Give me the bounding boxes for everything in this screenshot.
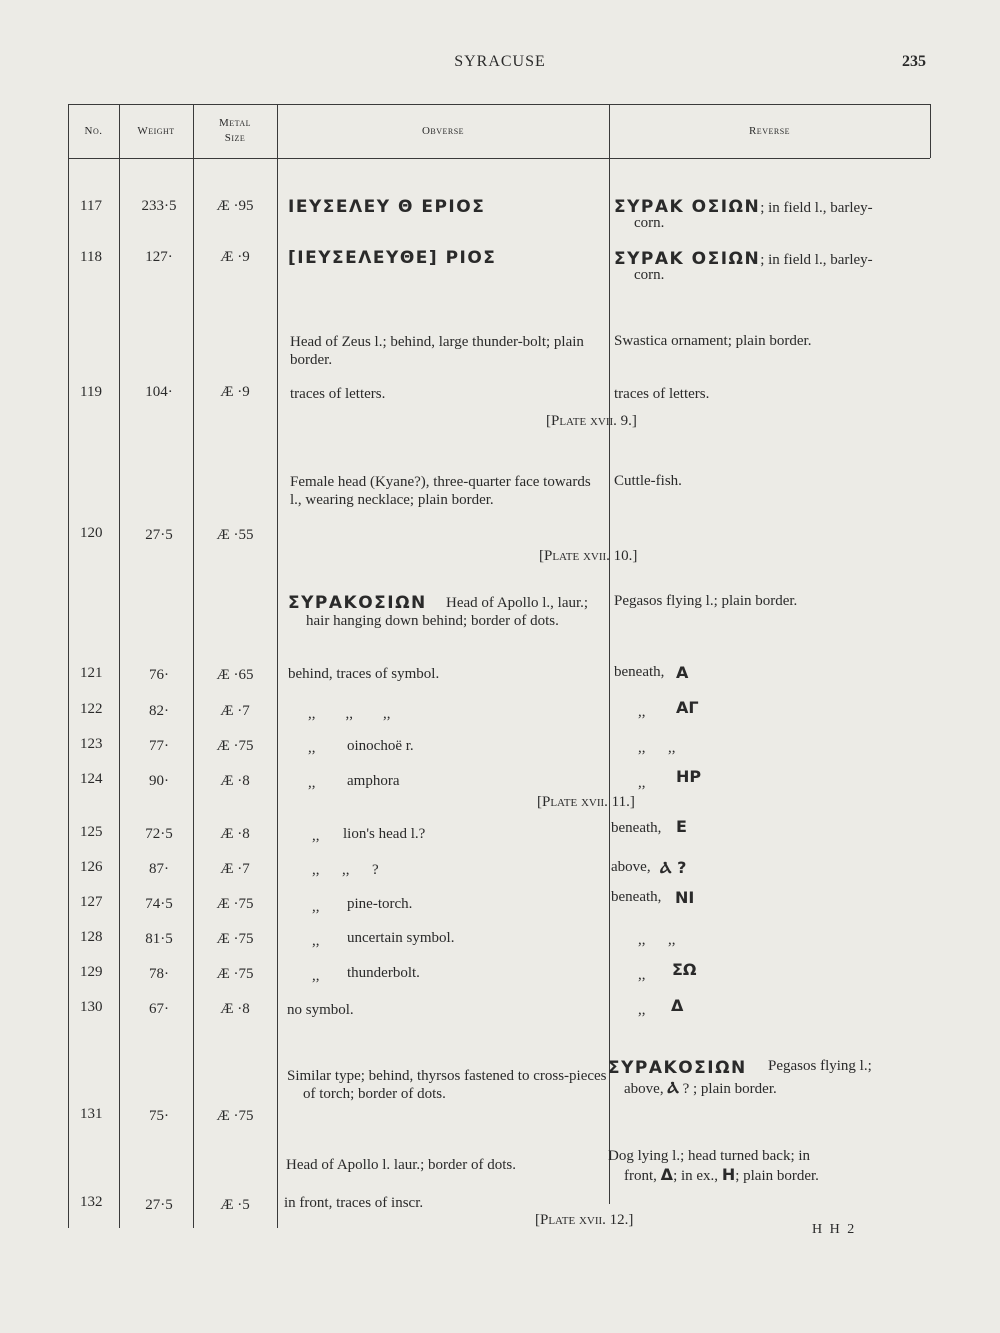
row-118-metal: Æ ·9 bbox=[220, 249, 250, 265]
col-rule-1 bbox=[119, 104, 120, 1228]
row-126-reverse: above, bbox=[611, 859, 651, 875]
apollo-legend: ΣΥΡΑΚΟΣΙΩΝ bbox=[288, 593, 427, 613]
row-131-metal: Æ ·75 bbox=[216, 1108, 254, 1124]
row-120-no: 120 bbox=[80, 525, 103, 541]
row-118-no: 118 bbox=[80, 249, 102, 265]
row-127-symbol: ΝΙ bbox=[675, 888, 695, 907]
row-132-no: 132 bbox=[80, 1194, 103, 1210]
col-header-reverse: Reverse bbox=[748, 125, 791, 137]
dog-reverse-desc-a: Dog lying l.; head turned back; in bbox=[608, 1148, 811, 1164]
col-header-obverse: Obverse bbox=[421, 125, 465, 137]
row-121-symbol: Α bbox=[676, 663, 689, 682]
row-117-reverse-text: ; in field l., barley- bbox=[760, 200, 873, 216]
row-129-no: 129 bbox=[80, 964, 103, 980]
table-left-rule bbox=[68, 104, 69, 1228]
row-129-symbol: ΣΩ bbox=[672, 960, 697, 979]
row-122-reverse: ,, bbox=[638, 704, 646, 720]
row-127-metal: Æ ·75 bbox=[216, 896, 254, 912]
row-119-weight: 104· bbox=[145, 384, 173, 400]
row-127-reverse: beneath, bbox=[611, 889, 662, 905]
row-124-obverse-ditto: ,, bbox=[308, 775, 316, 791]
row-124-no: 124 bbox=[80, 771, 103, 787]
row-123-reverse: ,, ,, bbox=[638, 740, 676, 756]
row-129-obverse: thunderbolt. bbox=[347, 965, 420, 981]
thyrsos-reverse-desc-a: Pegasos flying l.; bbox=[768, 1058, 872, 1074]
thyrsos-reverse-desc-b bbox=[624, 1078, 777, 1098]
row-119-obverse: traces of letters. bbox=[290, 386, 386, 402]
row-118-weight: 127· bbox=[145, 249, 173, 265]
row-122-no: 122 bbox=[80, 701, 103, 717]
row-126-no: 126 bbox=[80, 859, 103, 875]
row-123-metal: Æ ·75 bbox=[216, 738, 254, 754]
row-119-no: 119 bbox=[80, 384, 102, 400]
row-117-no: 117 bbox=[80, 198, 102, 214]
dog-reverse-symbol-delta: Δ bbox=[660, 1165, 674, 1184]
row-132-obverse: in front, traces of inscr. bbox=[284, 1195, 424, 1211]
thyrsos-obverse-desc: Similar type; behind, thyrsos fastened to cross-pieces of torch; border of dots. bbox=[287, 1068, 607, 1102]
row-124-symbol: ΗΡ bbox=[676, 767, 702, 786]
kyane-obverse-desc: Female head (Kyane?), three-quarter face towards l., wearing necklace; plain border. bbox=[290, 474, 591, 508]
row-129-weight: 78· bbox=[149, 966, 169, 982]
row-118-reverse-text: ; in field l., barley- bbox=[760, 252, 873, 268]
row-119-metal: Æ ·9 bbox=[220, 384, 250, 400]
row-117-weight: 233·5 bbox=[141, 198, 177, 214]
kyane-reverse-desc: Cuttle-fish. bbox=[614, 473, 682, 489]
row-131-weight: 75· bbox=[149, 1108, 169, 1124]
row-124-metal: Æ ·8 bbox=[220, 773, 250, 789]
row-117-metal: Æ ·95 bbox=[216, 198, 254, 214]
row-120-metal: Æ ·55 bbox=[216, 527, 254, 543]
row-118-obverse: [ΙΕΥΣΕΛΕΥΘΕ] ΡΙΟΣ bbox=[288, 248, 497, 268]
col-rule-3 bbox=[277, 104, 278, 1228]
thyrsos-reverse-border: ? ; plain border. bbox=[682, 1081, 777, 1097]
plate-ref-11: [Plate xvii. 11.] bbox=[537, 794, 635, 810]
row-118-reverse-legend: ΣΥΡΑΚ ΟΣΙΩΝ bbox=[614, 249, 761, 269]
dog-reverse-border: ; plain border. bbox=[735, 1168, 819, 1184]
plate-ref-12: [Plate xvii. 12.] bbox=[535, 1212, 634, 1228]
row-132-metal: Æ ·5 bbox=[220, 1197, 250, 1213]
row-126-symbol: Ⲁ ? bbox=[660, 858, 687, 877]
row-130-obverse: no symbol. bbox=[287, 1002, 354, 1018]
row-117-reverse bbox=[614, 197, 873, 217]
row-117-reverse-cont: corn. bbox=[634, 215, 665, 231]
signature-mark: H H 2 bbox=[812, 1222, 857, 1237]
row-125-weight: 72·5 bbox=[145, 826, 173, 842]
col-header-weight: Weight bbox=[137, 125, 175, 137]
row-125-obverse-ditto: ,, bbox=[312, 828, 320, 844]
row-130-weight: 67· bbox=[149, 1001, 169, 1017]
row-127-weight: 74·5 bbox=[145, 896, 173, 912]
row-129-metal: Æ ·75 bbox=[216, 966, 254, 982]
row-122-symbol: ΑΓ bbox=[676, 698, 699, 717]
row-124-reverse: ,, bbox=[638, 775, 646, 791]
row-122-obverse: ,, ,, ,, bbox=[308, 706, 391, 722]
running-head: SYRACUSE bbox=[454, 53, 546, 70]
page-number: 235 bbox=[902, 53, 926, 70]
row-123-no: 123 bbox=[80, 736, 103, 752]
dog-reverse-front: front, bbox=[624, 1168, 657, 1184]
row-129-reverse: ,, bbox=[638, 967, 646, 983]
row-130-reverse: ,, bbox=[638, 1002, 646, 1018]
zeus-reverse-desc: Swastica ornament; plain border. bbox=[614, 333, 812, 349]
row-127-obverse: pine-torch. bbox=[347, 896, 413, 912]
row-123-obverse: oinochoë r. bbox=[347, 738, 414, 754]
row-119-reverse: traces of letters. bbox=[614, 386, 710, 402]
apollo-obverse-desc: Head of Apollo l., laur.; hair hanging down behind; border of dots. bbox=[306, 595, 589, 629]
row-128-reverse: ,, ,, bbox=[638, 932, 676, 948]
table-right-rule bbox=[930, 104, 931, 158]
table-top-rule bbox=[68, 104, 930, 105]
row-125-metal: Æ ·8 bbox=[220, 826, 250, 842]
row-121-no: 121 bbox=[80, 665, 103, 681]
row-130-no: 130 bbox=[80, 999, 103, 1015]
row-132-weight: 27·5 bbox=[145, 1197, 173, 1213]
dog-obverse-desc: Head of Apollo l. laur.; border of dots. bbox=[286, 1157, 516, 1173]
thyrsos-reverse-above: above, bbox=[624, 1081, 664, 1097]
row-121-reverse: beneath, bbox=[614, 664, 665, 680]
row-124-obverse: amphora bbox=[347, 773, 400, 789]
row-125-no: 125 bbox=[80, 824, 103, 840]
plate-ref-10: [Plate xvii. 10.] bbox=[539, 548, 638, 564]
row-129-obverse-ditto: ,, bbox=[312, 968, 320, 984]
row-128-no: 128 bbox=[80, 929, 103, 945]
row-128-metal: Æ ·75 bbox=[216, 931, 254, 947]
row-128-weight: 81·5 bbox=[145, 931, 173, 947]
row-122-metal: Æ ·7 bbox=[220, 703, 250, 719]
zeus-obverse-desc: Head of Zeus l.; behind, large thunder-bolt; plain border. bbox=[290, 334, 584, 368]
header-bottom-rule bbox=[68, 158, 930, 159]
row-125-symbol: Ε bbox=[676, 817, 687, 836]
row-123-weight: 77· bbox=[149, 738, 169, 754]
dog-reverse-symbol-eta: Η bbox=[721, 1165, 736, 1184]
thyrsos-reverse-symbol: Ⲁ bbox=[667, 1078, 679, 1097]
dog-reverse-ex: ; in ex., bbox=[673, 1168, 719, 1184]
row-130-symbol: Δ bbox=[671, 996, 684, 1015]
row-123-obverse-ditto: ,, bbox=[308, 740, 316, 756]
col-header-no: No. bbox=[84, 125, 103, 137]
row-120-weight: 27·5 bbox=[145, 527, 173, 543]
row-121-obverse: behind, traces of symbol. bbox=[288, 666, 440, 682]
row-122-weight: 82· bbox=[149, 703, 169, 719]
row-131-no: 131 bbox=[80, 1106, 103, 1122]
row-127-no: 127 bbox=[80, 894, 103, 910]
row-125-obverse: lion's head l.? bbox=[343, 826, 426, 842]
thyrsos-reverse-legend: ΣΥΡΑΚΟΣΙΩΝ bbox=[608, 1058, 747, 1078]
row-127-obverse-ditto: ,, bbox=[312, 899, 320, 915]
row-118-reverse-cont: corn. bbox=[634, 267, 665, 283]
dog-reverse-desc-b bbox=[624, 1165, 819, 1185]
row-117-obverse: ΙΕΥΣΕΛΕΥ Θ ΕΡΙΟΣ bbox=[288, 197, 486, 217]
row-128-obverse-ditto: ,, bbox=[312, 933, 320, 949]
apollo-reverse-desc: Pegasos flying l.; plain border. bbox=[614, 593, 798, 609]
row-121-weight: 76· bbox=[149, 667, 169, 683]
row-124-weight: 90· bbox=[149, 773, 169, 789]
col-header-size: Size bbox=[224, 132, 246, 144]
row-126-weight: 87· bbox=[149, 861, 169, 877]
plate-ref-9: [Plate xvii. 9.] bbox=[546, 413, 637, 429]
row-118-reverse bbox=[614, 249, 873, 269]
row-117-reverse-legend: ΣΥΡΑΚ ΟΣΙΩΝ bbox=[614, 197, 761, 217]
row-126-metal: Æ ·7 bbox=[220, 861, 250, 877]
row-125-reverse: beneath, bbox=[611, 820, 662, 836]
row-121-metal: Æ ·65 bbox=[216, 667, 254, 683]
row-128-obverse: uncertain symbol. bbox=[347, 930, 455, 946]
row-126-obverse: ,, ,, ? bbox=[312, 862, 379, 878]
col-rule-2 bbox=[193, 104, 194, 1228]
col-rule-4 bbox=[609, 104, 610, 1204]
col-header-metal: Metal bbox=[218, 117, 252, 129]
row-130-metal: Æ ·8 bbox=[220, 1001, 250, 1017]
